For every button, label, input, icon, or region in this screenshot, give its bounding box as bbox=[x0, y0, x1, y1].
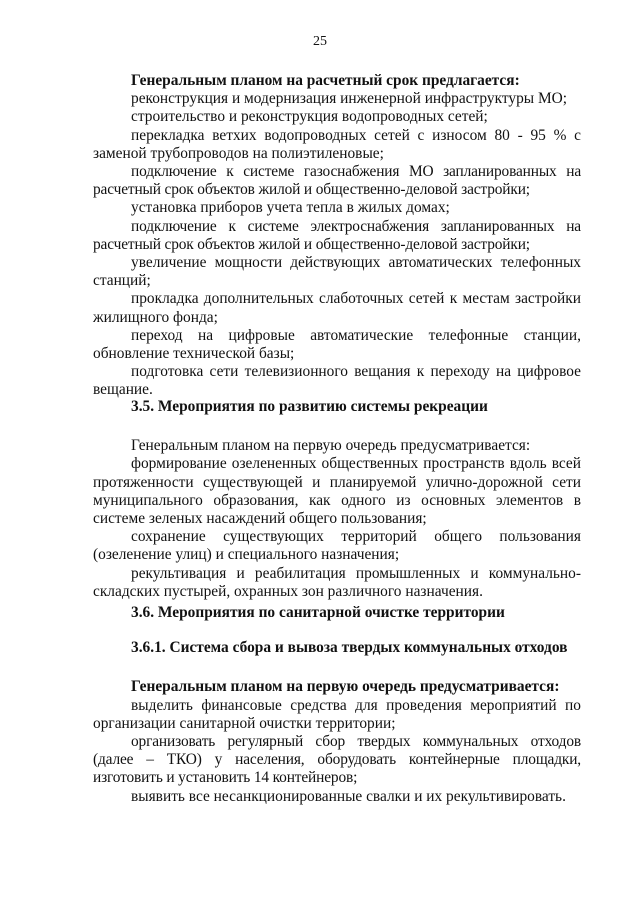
list-item: организовать регулярный сбор твердых коммунальных отходов (далее – ТКО) у населения, оборудовать контейнерные площадки, изготовить и установить 14 контейнеров; bbox=[93, 733, 581, 787]
list-item: переход на цифровые автоматические телефонные станции, обновление технической базы; bbox=[93, 326, 581, 363]
list-item: подготовка сети телевизионного вещания к переходу на цифровое вещание. bbox=[93, 363, 581, 399]
list-item: сохранение существующих территорий общего пользования (озеленение улиц) и специального назначения; bbox=[93, 528, 581, 564]
page-number: 25 bbox=[313, 34, 327, 49]
list-item: увеличение мощности действующих автоматических телефонных станций; bbox=[93, 254, 581, 290]
list-item: перекладка ветхих водопроводных сетей с износом 80 - 95 % с заменой трубопроводов на полиэтиленовые; bbox=[93, 126, 581, 162]
list-item: выделить финансовые средства для проведения мероприятий по организации санитарной очистки территории; bbox=[93, 696, 581, 732]
list-item: формирование озелененных общественных пространств вдоль всей протяженности существующей и планируемой улично-дорожной сети муниципального образования, как одного из основных элементов в системе зеленых насаждений общего пользования; bbox=[93, 455, 581, 528]
list-item: реконструкция и модернизация инженерной инфраструктуры МО; bbox=[131, 90, 568, 108]
section-heading-3-6: 3.6. Мероприятия по санитарной очистке территории bbox=[131, 604, 505, 621]
subsection-heading-3-6-1: 3.6.1. Система сбора и вывоза твердых коммунальных отходов bbox=[131, 639, 568, 657]
list-item: рекультивация и реабилитация промышленных и коммунально-складских пустырей, охранных зон различного назначения. bbox=[93, 564, 581, 600]
list-item: выявить все несанкционированные свалки и их рекультивировать. bbox=[131, 787, 566, 805]
general-plan-section bbox=[93, 72, 581, 400]
list-item: подключение к системе газоснабжения МО запланированных на расчетный срок объектов жилой и общественно-деловой застройки; bbox=[93, 163, 581, 199]
section-heading-3-5: 3.5. Мероприятия по развитию системы рекреации bbox=[131, 398, 488, 415]
sanitation-lead: Генеральным планом на первую очередь предусматривается: bbox=[131, 678, 560, 696]
list-item: прокладка дополнительных слаботочных сетей к местам застройки жилищного фонда; bbox=[93, 290, 581, 326]
list-item: подключение к системе электроснабжения запланированных на расчетный срок объектов жилой и общественно-деловой застройки; bbox=[93, 217, 581, 253]
sanitation-section bbox=[93, 604, 581, 806]
recreation-lead: Генеральным планом на первую очередь предусматривается: bbox=[131, 437, 531, 455]
general-plan-lead: Генеральным планом на расчетный срок предлагается: bbox=[131, 72, 520, 89]
list-item: строительство и реконструкция водопроводных сетей; bbox=[131, 108, 488, 126]
recreation-section bbox=[93, 398, 581, 601]
list-item: установка приборов учета тепла в жилых домах; bbox=[131, 199, 450, 217]
